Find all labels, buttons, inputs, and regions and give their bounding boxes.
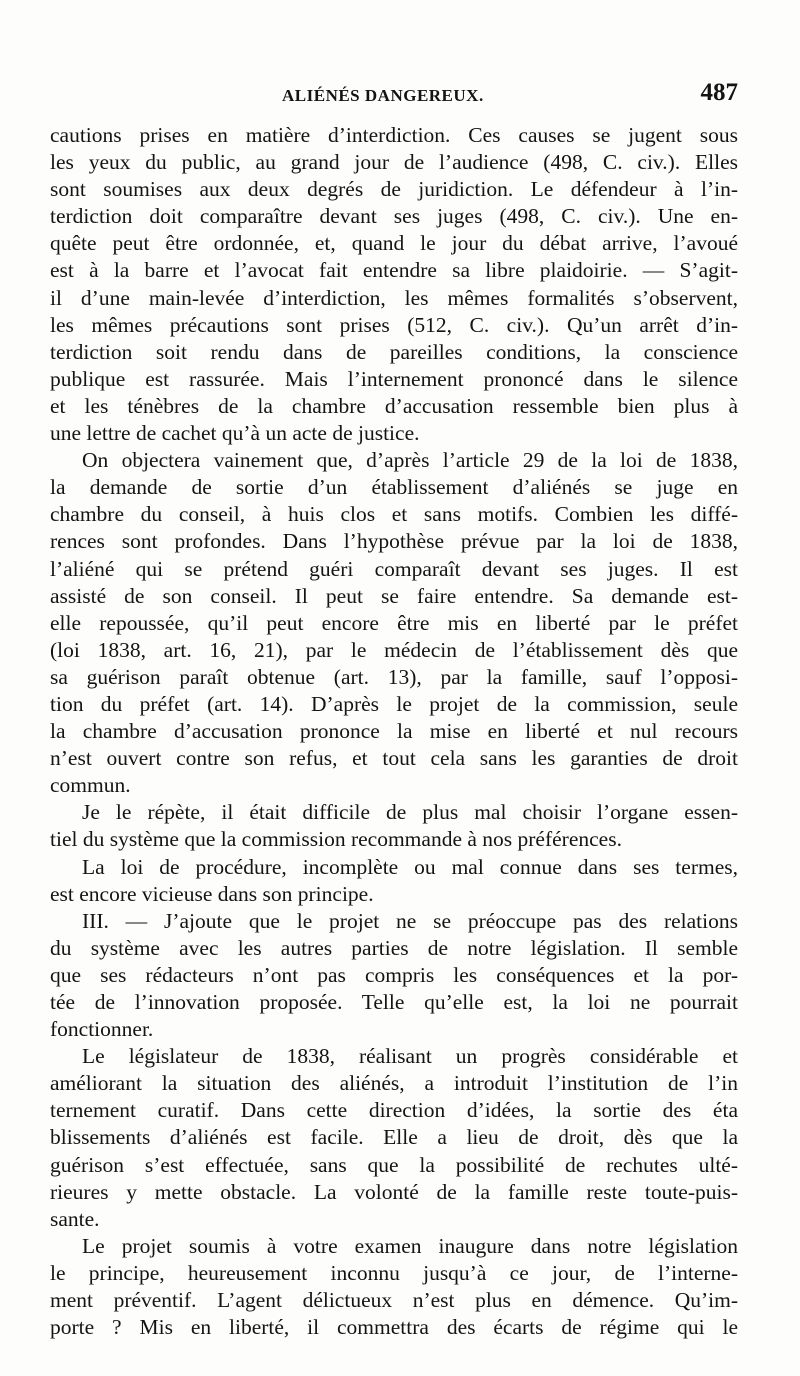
text-line: cautions prises en matière d’interdiction. Ces causes se jugent sous (50, 123, 738, 147)
text-line: sa guérison paraît obtenue (art. 13), par la famille, sauf l’opposi- (50, 664, 738, 689)
text-line: la demande de sortie d’un établissement d’aliénés se juge en (50, 475, 738, 500)
text-line: tiel du système que la commission recommande à nos préférences. (50, 827, 622, 852)
text-line: que ses rédacteurs n’ont pas compris les conséquences et la por- (50, 962, 738, 987)
paragraph (50, 854, 738, 908)
text-line: commun. (50, 773, 131, 798)
paragraph (50, 1043, 738, 1233)
text-line: sante. (50, 1206, 100, 1231)
paragraph (50, 908, 738, 1043)
text-line: guérison s’est effectuée, sans que la possibilité de rechutes ulté- (50, 1152, 738, 1177)
text-line: n’est ouvert contre son refus, et tout cela sans les garanties de droit (50, 746, 738, 771)
text-line: porte ? Mis en liberté, il commettra des écarts de régime qui le (50, 1315, 738, 1340)
text-line: est à la barre et l’avocat fait entendre sa libre plaidoirie. — S’agit- (50, 258, 738, 283)
text-line: chambre du conseil, à huis clos et sans motifs. Combien les diffé- (50, 502, 738, 527)
text-line: et les ténèbres de la chambre d’accusation ressemble bien plus à (50, 393, 738, 418)
text-line: est encore vicieuse dans son principe. (50, 881, 374, 906)
text-line: les yeux du public, au grand jour de l’audience (498, C. civ.). Elles (50, 150, 738, 175)
text-line: ment préventif. L’agent délictueux n’est plus en démence. Qu’im- (50, 1288, 738, 1313)
text-line: l’aliéné qui se prétend guéri comparaît devant ses juges. Il est (50, 556, 738, 581)
text-line: terdiction soit rendu dans de pareilles conditions, la conscience (50, 339, 738, 364)
paragraph (50, 1233, 738, 1341)
text-line: les mêmes précautions sont prises (512, C. civ.). Qu’un arrêt d’in- (50, 312, 738, 337)
text-line: assisté de son conseil. Il peut se faire entendre. Sa demande est- (50, 583, 738, 608)
page-header (50, 79, 740, 112)
text-line: III. — J’ajoute que le projet ne se préoccupe pas des relations (82, 908, 738, 933)
text-line: rences sont profondes. Dans l’hypothèse prévue par la loi de 1838, (50, 529, 738, 554)
text-line: il d’une main-levée d’interdiction, les mêmes formalités s’observent, (50, 285, 738, 310)
text-line: blissements d’aliénés est facile. Elle a lieu de droit, dès que la (50, 1125, 738, 1150)
text-line: une lettre de cachet qu’à un acte de justice. (50, 421, 420, 446)
page-number: 487 (700, 79, 738, 106)
text-line: fonctionner. (50, 1017, 154, 1042)
text-line: Le législateur de 1838, réalisant un progrès considérable et (82, 1044, 738, 1069)
text-line: On objectera vainement que, d’après l’article 29 de la loi de 1838, (82, 448, 738, 473)
text-line: rieures y mette obstacle. La volonté de la famille reste toute-puis- (50, 1179, 738, 1204)
paragraph (50, 447, 738, 799)
text-line: améliorant la situation des aliénés, a introduit l’institution de l’in (50, 1071, 738, 1096)
text-line: sont soumises aux deux degrés de juridiction. Le défendeur à l’in- (50, 177, 738, 202)
text-line: terdiction doit comparaître devant ses juges (498, C. civ.). Une en- (50, 204, 738, 229)
paragraph (50, 122, 738, 447)
text-line: tion du préfet (art. 14). D’après le projet de la commission, seule (50, 691, 738, 716)
body-text (50, 122, 738, 1341)
text-line: ternement curatif. Dans cette direction d’idées, la sortie des éta (50, 1098, 738, 1123)
text-line: (loi 1838, art. 16, 21), par le médecin de l’établissement dès que (50, 637, 738, 662)
text-line: La loi de procédure, incomplète ou mal connue dans ses termes, (82, 854, 738, 879)
paragraph (50, 799, 738, 853)
text-line: la chambre d’accusation prononce la mise en liberté et nul recours (50, 719, 738, 744)
text-line: du système avec les autres parties de notre législation. Il semble (50, 935, 738, 960)
text-line: quête peut être ordonnée, et, quand le jour du débat arrive, l’avoué (50, 231, 738, 256)
text-line: le principe, heureusement inconnu jusqu’à ce jour, de l’interne- (50, 1260, 738, 1285)
text-line: tée de l’innovation proposée. Telle qu’elle est, la loi ne pourrait (50, 990, 738, 1014)
text-line: Je le répète, il était difficile de plus mal choisir l’organe essen- (82, 800, 738, 825)
text-line: elle repoussée, qu’il peut encore être mis en liberté par le préfet (50, 610, 738, 635)
text-line: publique est rassurée. Mais l’internement prononcé dans le silence (50, 366, 738, 391)
text-line: Le projet soumis à votre examen inaugure dans notre législation (82, 1233, 738, 1258)
running-head: ALIÉNÉS DANGEREUX. (282, 86, 484, 105)
